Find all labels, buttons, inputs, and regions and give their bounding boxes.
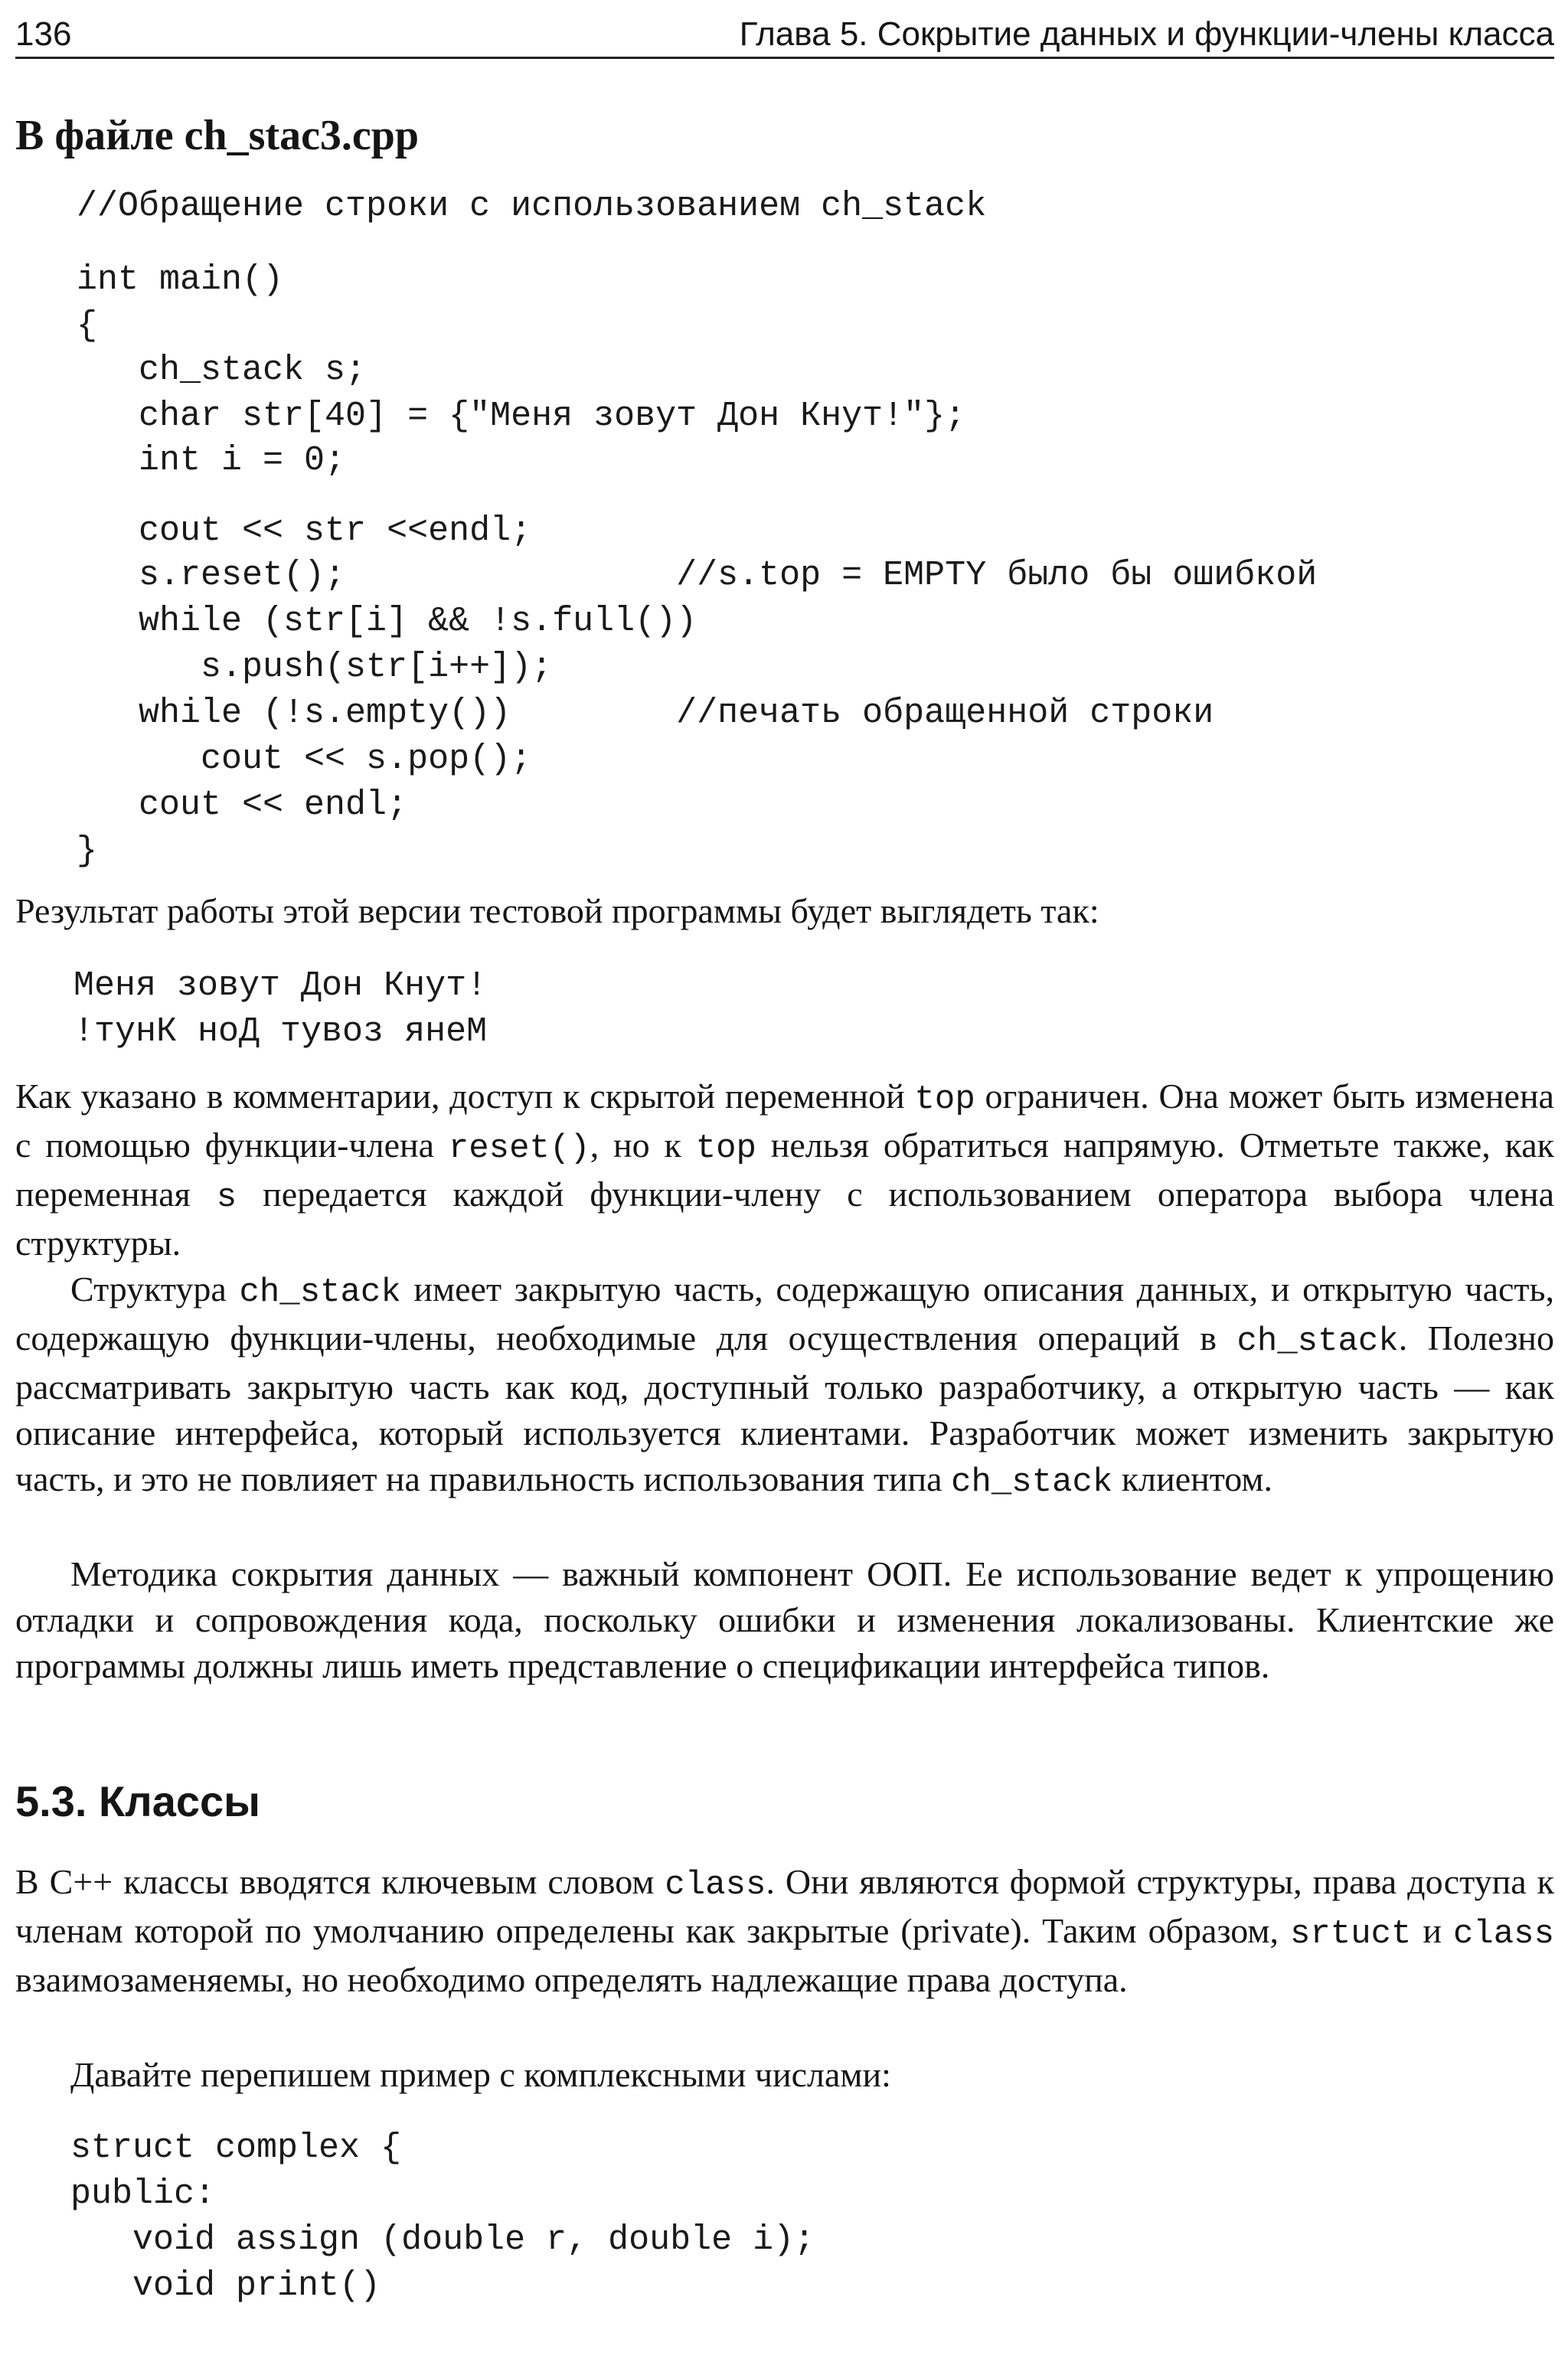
paragraph-struct-parts: Структура ch_stack имеет закрытую часть, содержащую описания данных, и открытую часть, содержащую функции-члены, необходимые для осуществления операций в ch_stack. Полезно рассматривать закрытую часть как код, доступный только разработчику, а открытую часть — как описание интерфейса, который используется клиентами. Разработчик может изменить закрытую часть, и это не повлияет на правильность использования типа ch_stack клиентом. bbox=[15, 1269, 1554, 1501]
paragraph-data-hiding: Методика сокрытия данных — важный компонент ООП. Ее использование ведет к упрощению отладки и сопровождения кода, поскольку ошибки и изменения локализованы. Клиентские же программы должны лишь иметь представление о спецификации интерфейса типов. bbox=[15, 1554, 1554, 1685]
code-line: cout << str <<endl; bbox=[77, 511, 532, 551]
code-line: //Обращение строки с использованием ch_stack bbox=[77, 187, 987, 226]
code-line: int i = 0; bbox=[77, 441, 346, 480]
page-header bbox=[15, 11, 1554, 59]
code-line: struct complex { bbox=[70, 2129, 402, 2168]
code-line: void print() bbox=[70, 2266, 381, 2305]
code-line: cout << s.pop(); bbox=[77, 740, 532, 779]
paragraph-rewrite: Давайте перепишем пример с комплексными числами: bbox=[70, 2055, 891, 2094]
paragraph-top-access: Как указано в комментарии, доступ к скрытой переменной top ограничен. Она может быть изменена с помощью функции-члена reset(), но к top нельзя обратиться напрямую. Отметьте также, как переменная s передается каждой функции-члену с использованием оператора выбора члена структуры. bbox=[15, 1077, 1555, 1263]
code-line: s.push(str[i++]); bbox=[77, 648, 553, 687]
book-page bbox=[15, 0, 1554, 2359]
page-number: 136 bbox=[15, 15, 72, 53]
code-line: char str[40] = {"Меня зовут Дон Кнут!"}; bbox=[77, 397, 966, 436]
code-line: } bbox=[77, 832, 98, 871]
code-line: int main() bbox=[77, 260, 284, 299]
code-line: void assign (double r, double i); bbox=[70, 2220, 815, 2259]
paragraph-classes: В С++ классы вводятся ключевым словом class. Они являются формой структуры, права доступа к членам которой по умолчанию определены как закрытые (private). Таким образом, srtuct и class взаимозаменяемы, но необходимо определять надлежащие права доступа. bbox=[15, 1862, 1554, 1999]
result-intro: Результат работы этой версии тестовой программы будет выглядеть так: bbox=[15, 891, 1099, 930]
section-title: 5.3. Классы bbox=[15, 1777, 260, 1825]
code-line: ch_stack s; bbox=[77, 351, 367, 390]
output-line: Меня зовут Дон Кнут! bbox=[74, 966, 488, 1005]
code-line: cout << endl; bbox=[77, 786, 408, 825]
file-heading: В файле ch_stac3.cpp bbox=[15, 112, 420, 159]
code-line: while (!s.empty()) //печать обращенной строки bbox=[77, 694, 1214, 733]
output-line: !тунК ноД тувоз янеМ bbox=[74, 1012, 488, 1051]
code-line: { bbox=[77, 306, 98, 345]
code-line: while (str[i] && !s.full()) bbox=[77, 602, 697, 641]
running-title: Глава 5. Сокрытие данных и функции-члены класса bbox=[739, 15, 1554, 53]
code-line: public: bbox=[70, 2174, 216, 2214]
code-line: s.reset(); //s.top = EMPTY было бы ошибкой bbox=[77, 556, 1318, 595]
